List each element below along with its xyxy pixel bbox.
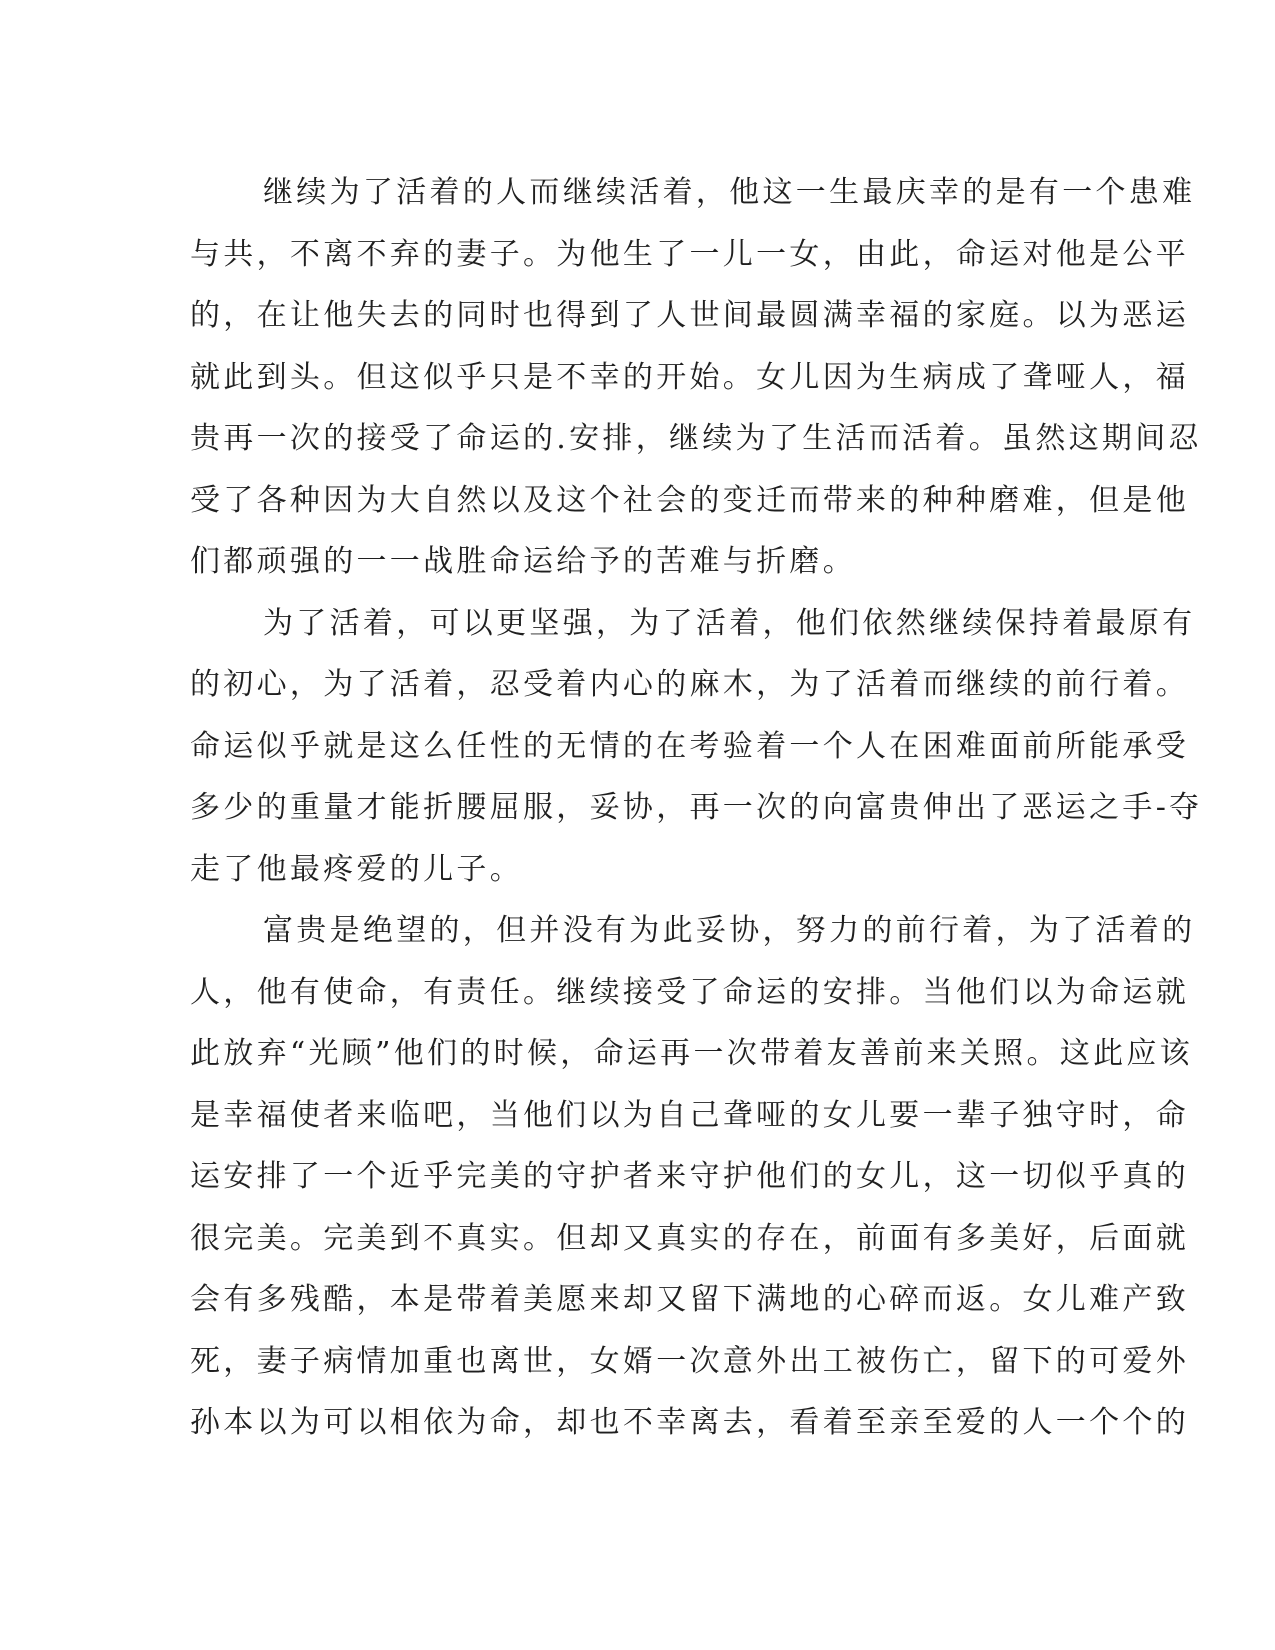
paragraph-line: 与共，不离不弃的妻子。为他生了一儿一女，由此，命运对他是公平 — [190, 236, 1189, 272]
paragraph-line: 很完美。完美到不真实。但却又真实的存在，前面有多美好，后面就 — [190, 1220, 1189, 1256]
paragraph-line: 走了他最疼爱的儿子。 — [190, 851, 523, 887]
paragraph-line: 的，在让他失去的同时也得到了人世间最圆满幸福的家庭。以为恶运 — [190, 298, 1189, 333]
paragraph-line: 命运似乎就是这么任性的无情的在考验着一个人在困难面前所能承受 — [190, 728, 1189, 764]
paragraph-line: 们都顽强的一一战胜命运给予的苦难与折磨。 — [190, 544, 856, 579]
paragraph-line: 多少的重量才能折腰屈服，妥协，再一次的向富贵伸出了恶运之手-夺 — [190, 790, 1203, 825]
paragraph-line: 此放弃“光顾”他们的时候，命运再一次带着友善前来关照。这此应该 — [190, 1036, 1193, 1071]
paragraph-line: 会有多残酷，本是带着美愿来却又留下满地的心碎而返。女儿难产致 — [190, 1282, 1189, 1317]
paragraph-line: 受了各种因为大自然以及这个社会的变迁而带来的种种磨难，但是他 — [190, 482, 1189, 518]
paragraph-line: 的初心，为了活着，忍受着内心的麻木，为了活着而继续的前行着。 — [190, 667, 1189, 702]
paragraph-line: 人，他有使命，有责任。继续接受了命运的安排。当他们以为命运就 — [190, 974, 1189, 1010]
paragraph-3 — [190, 900, 1196, 1454]
paragraph-line: 就此到头。但这似乎只是不幸的开始。女儿因为生病成了聋哑人，福 — [190, 359, 1189, 395]
document-body — [190, 162, 1203, 1454]
paragraph-line: 富贵是绝望的，但并没有为此妥协，努力的前行着，为了活着的 — [263, 913, 1196, 948]
paragraph-2 — [190, 593, 1203, 901]
paragraph-line: 继续为了活着的人而继续活着，他这一生最庆幸的是有一个患难 — [263, 175, 1196, 210]
paragraph-line: 死，妻子病情加重也离世，女婿一次意外出工被伤亡，留下的可爱外 — [190, 1343, 1189, 1379]
paragraph-line: 贵再一次的接受了命运的.安排，继续为了生活而活着。虽然这期间忍 — [190, 421, 1202, 456]
paragraph-line: 运安排了一个近乎完美的守护者来守护他们的女儿，这一切似乎真的 — [190, 1159, 1189, 1194]
paragraph-1 — [190, 162, 1202, 593]
paragraph-line: 为了活着，可以更坚强，为了活着，他们依然继续保持着最原有 — [263, 605, 1196, 641]
paragraph-line: 孙本以为可以相依为命，却也不幸离去，看着至亲至爱的人一个个的 — [190, 1405, 1189, 1440]
paragraph-line: 是幸福使者来临吧，当他们以为自己聋哑的女儿要一辈子独守时，命 — [190, 1097, 1189, 1133]
